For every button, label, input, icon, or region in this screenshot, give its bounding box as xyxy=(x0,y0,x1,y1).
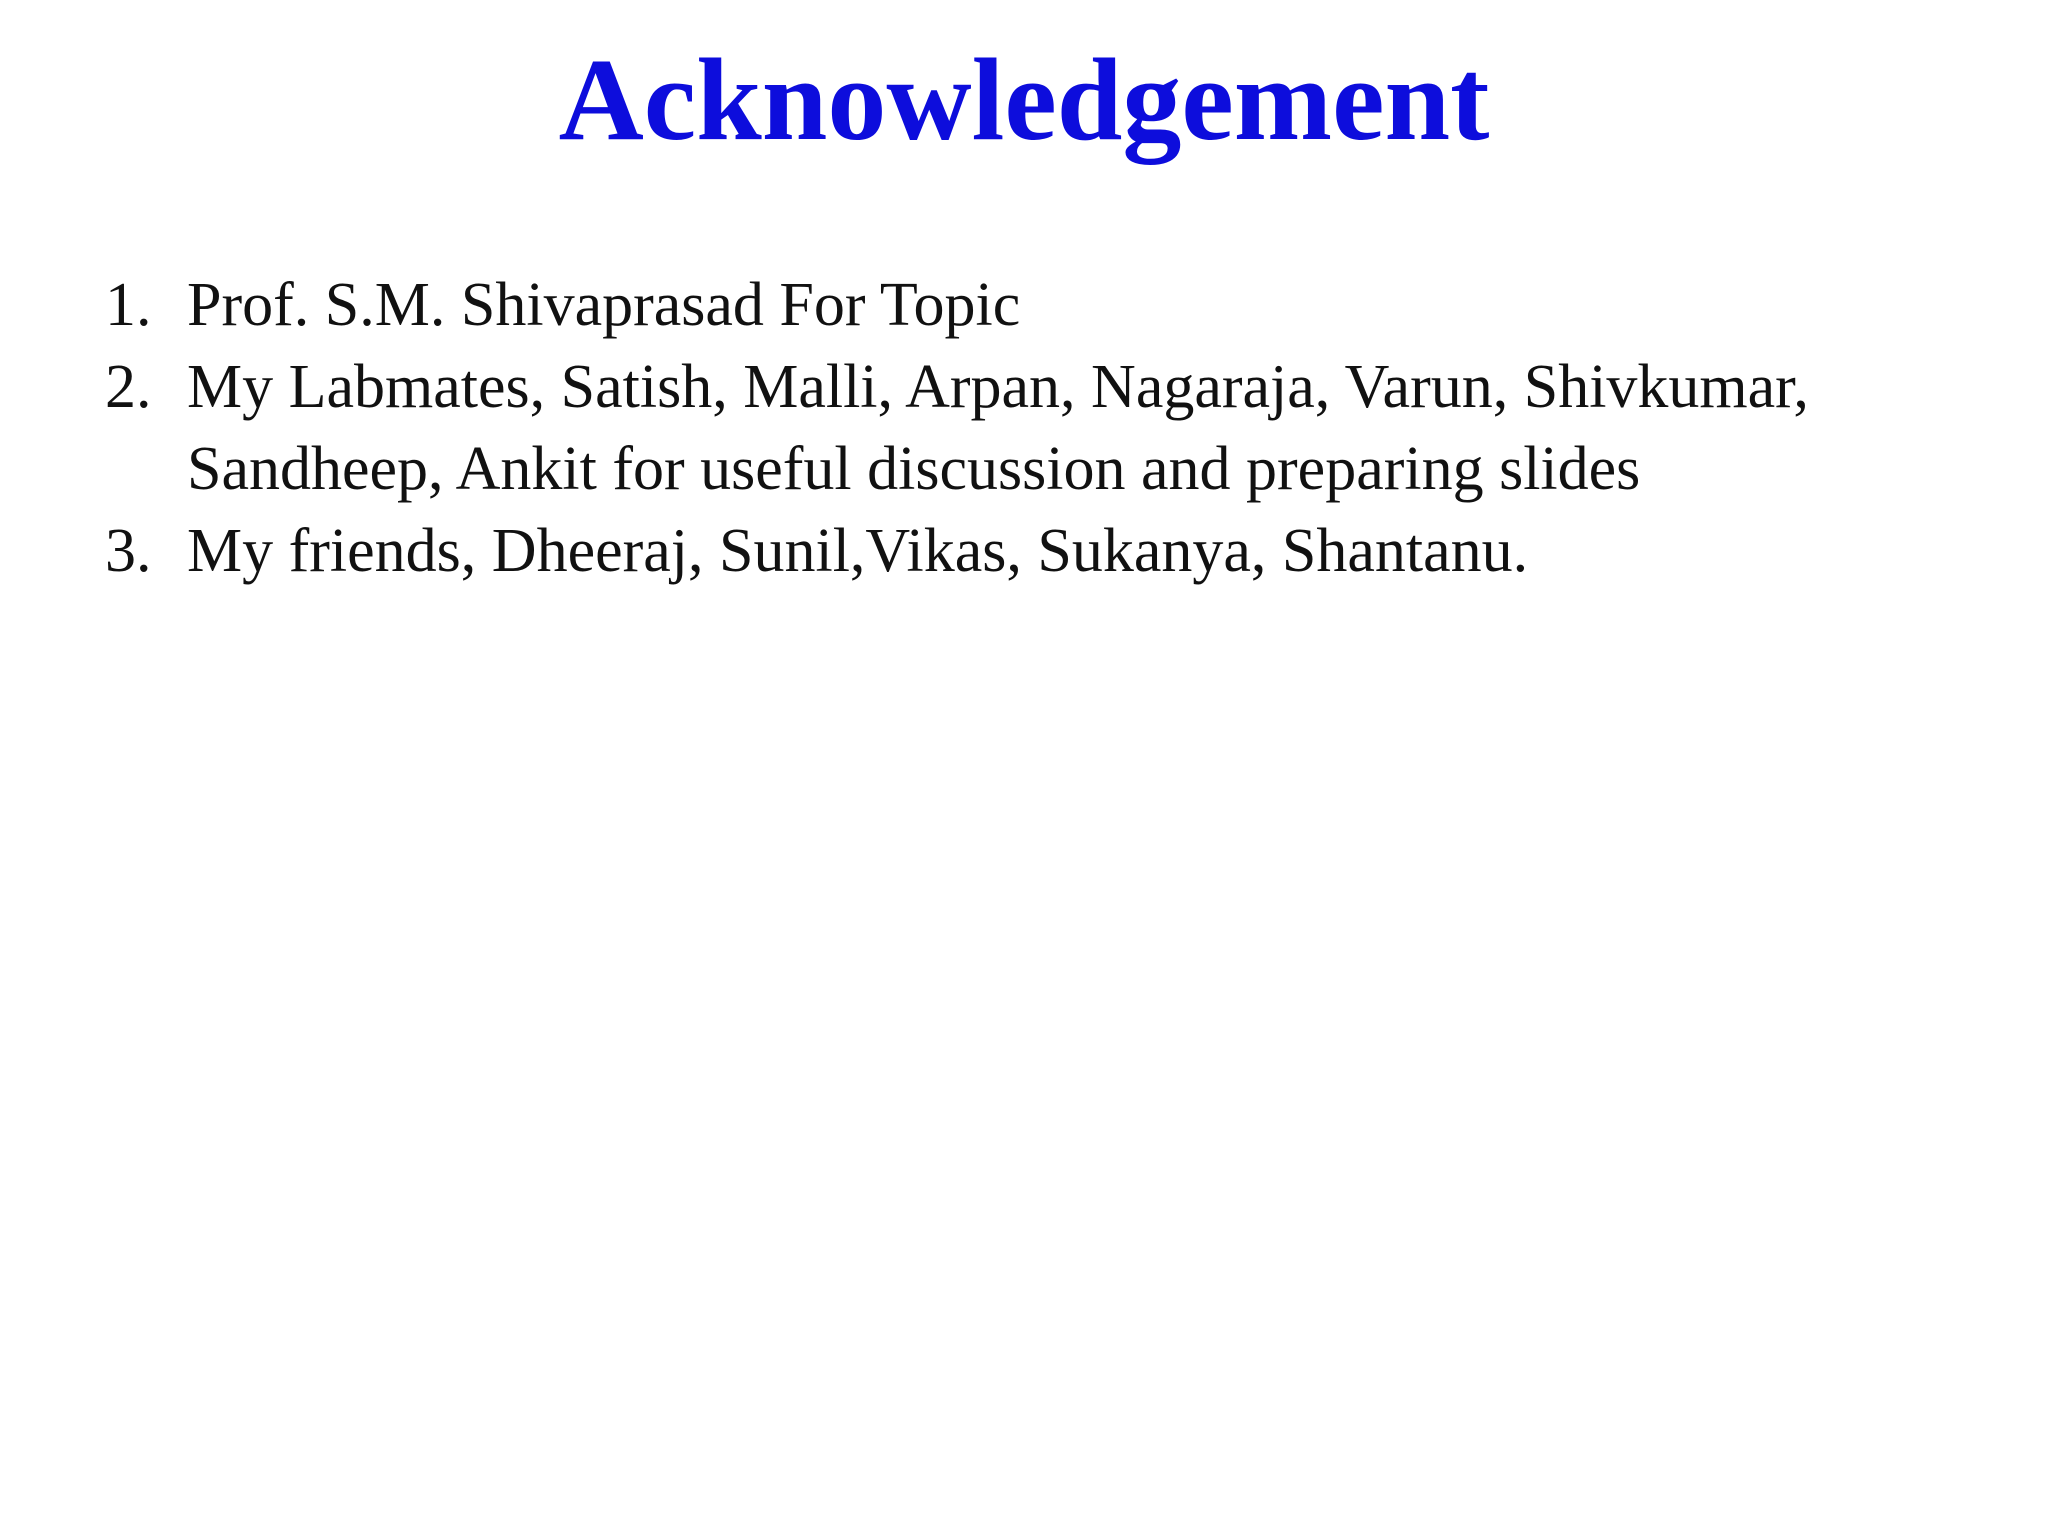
acknowledgement-text: My Labmates, Satish, Malli, Arpan, Nagaraja, Varun, Shivkumar, Sandheep, Ankit for useful discussion and preparing slides xyxy=(187,353,1809,503)
list-number: 3. xyxy=(105,517,152,585)
acknowledgement-item-2 xyxy=(105,346,2015,510)
acknowledgement-text: My friends, Dheeraj, Sunil,Vikas, Sukanya, Shantanu. xyxy=(187,517,1529,585)
acknowledgement-item-3 xyxy=(105,510,2015,592)
acknowledgement-item-1 xyxy=(105,264,2015,346)
list-number: 2. xyxy=(105,353,152,421)
acknowledgement-text: Prof. S.M. Shivaprasad For Topic xyxy=(187,271,1021,339)
acknowledgement-list xyxy=(105,264,2015,592)
list-number: 1. xyxy=(105,271,152,339)
slide-title: Acknowledgement xyxy=(558,34,1490,165)
